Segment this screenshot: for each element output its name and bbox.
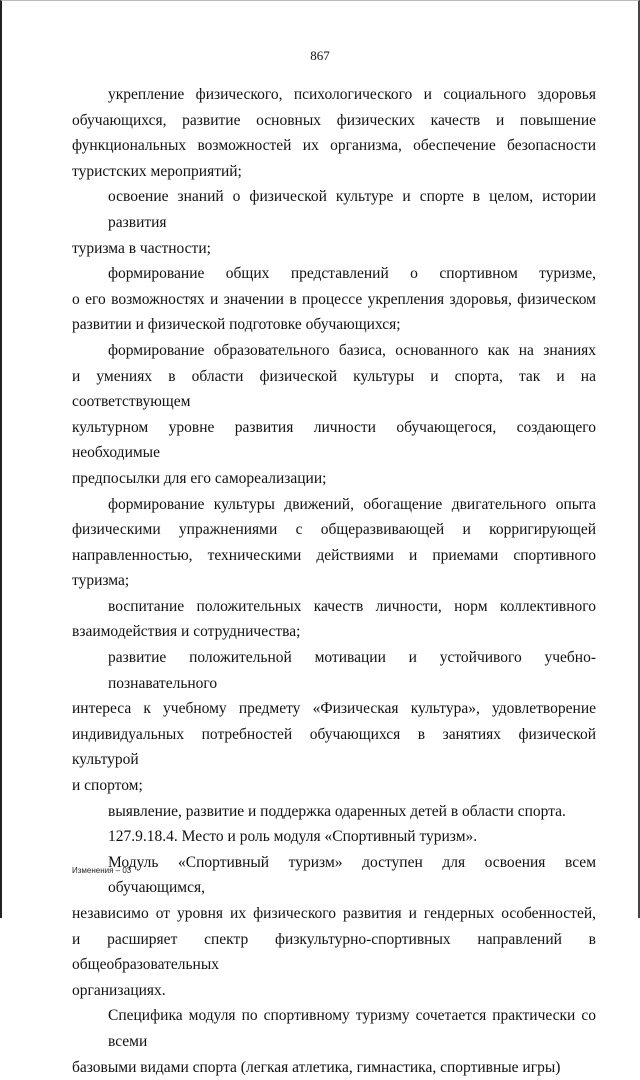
text-line: индивидуальных потребностей обучающихся в занятиях физической культурой <box>72 725 596 769</box>
paragraph <box>72 824 596 850</box>
text-line: направленностью, техническими действиями и приемами спортивного туризма; <box>72 546 596 590</box>
paragraph <box>72 799 596 825</box>
text-line: физическими упражнениями с общеразвивающей и корригирующей <box>72 521 596 539</box>
text-line: формирование образовательного базиса, основанного как на знаниях <box>108 341 596 359</box>
text-line: воспитание положительных качеств личности, норм коллективного <box>108 597 596 615</box>
text-line: укрепление физического, психологического и социального здоровья <box>108 86 596 103</box>
text-line: взаимодействия и сотрудничества; <box>72 623 301 641</box>
text-line: развитие положительной мотивации и устойчивого учебно-познавательного <box>108 649 596 692</box>
text-line: Специфика модуля по спортивному туризму сочетается практически со всеми <box>108 1007 596 1050</box>
text-line: формирование культуры движений, обогащение двигательного опыта <box>108 495 596 513</box>
text-line: 127.9.18.4. Место и роль модуля «Спортивный туризм». <box>108 828 478 846</box>
text-line: Модуль «Спортивный туризм» доступен для освоения всем обучающимся, <box>108 853 596 897</box>
text-line: и умениях в области физической культуры и спорта, так и на соответствующем <box>72 367 596 411</box>
text-line: функциональных возможностей их организма, обеспечение безопасности <box>72 137 596 155</box>
paragraph <box>72 594 596 645</box>
paragraph <box>72 261 596 338</box>
text-line: и спортом; <box>72 777 143 795</box>
paragraph <box>72 850 596 1004</box>
paragraph <box>72 1003 596 1080</box>
page-number: 867 <box>310 48 330 63</box>
text-line: культурном уровне развития личности обучающегося, создающего необходимые <box>72 418 596 462</box>
text-line: организациях. <box>72 981 166 999</box>
paragraph <box>72 82 596 184</box>
text-line: освоение знаний о физической культуре и спорте в целом, истории развития <box>108 188 596 231</box>
text-line: обучающихся, развитие основных физических качеств и повышение <box>72 111 596 129</box>
text-line: независимо от уровня их физического развития и гендерных особенностей, <box>72 905 596 922</box>
paragraph <box>72 645 596 799</box>
text-line: туризма в частности; <box>72 239 211 257</box>
text-line: туристских мероприятий; <box>72 162 242 180</box>
paragraph <box>72 492 596 594</box>
document-body <box>72 82 596 1080</box>
text-line: развитии и физической подготовке обучающихся; <box>72 316 401 334</box>
paragraph <box>72 184 596 261</box>
text-line: базовыми видами спорта (легкая атлетика, гимнастика, спортивные игры) <box>72 1058 561 1076</box>
text-line: формирование общих представлений о спортивном туризме, <box>108 265 596 283</box>
text-line: и расширяет спектр физкультурно-спортивных направлений в общеобразовательных <box>72 930 596 974</box>
text-line: выявление, развитие и поддержка одаренных детей в области спорта. <box>108 802 566 820</box>
text-line: о его возможностях и значении в процессе укрепления здоровья, физическом <box>72 290 596 308</box>
revision-footer: Изменения – 03 <box>72 866 132 875</box>
paragraph <box>72 338 596 492</box>
text-line: интереса к учебному предмету «Физическая культура», удовлетворение <box>72 700 596 718</box>
text-line: предпосылки для его самореализации; <box>72 469 327 487</box>
